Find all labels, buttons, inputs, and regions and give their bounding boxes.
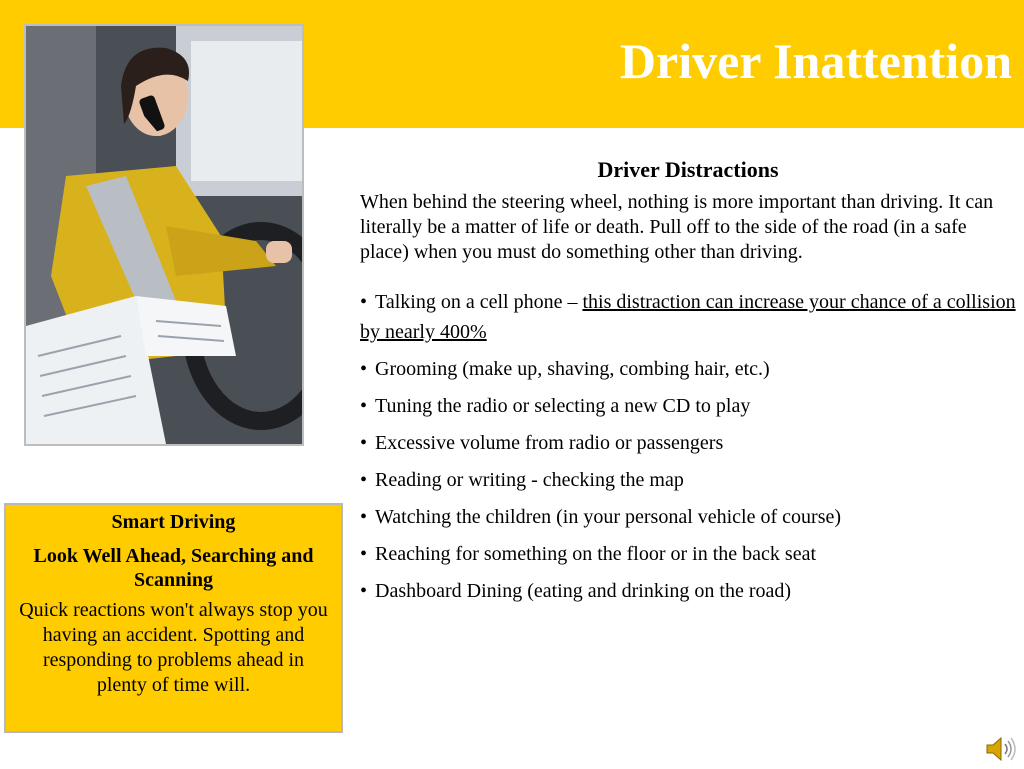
bullet-marker: • [360,358,368,380]
list-item [360,499,1016,536]
bullet-marker: • [360,291,368,313]
list-item [360,287,1016,347]
list-item-text: Reaching for something on the floor or in the back seat [375,543,817,565]
list-item [360,388,1016,425]
woman-driver-on-phone-image [26,26,302,444]
list-item-text: Reading or writing - checking the map [375,469,684,491]
smart-driving-subtitle: Look Well Ahead, Searching and Scanning [33,545,314,591]
section-heading: Driver Distractions [597,157,779,182]
slide-title: Driver Inattention [619,33,1012,89]
list-item [360,573,1016,610]
main-content [360,156,1016,610]
distraction-list [360,287,1016,610]
list-item [360,351,1016,388]
smart-driving-title: Smart Driving [111,511,236,533]
bullet-marker: • [360,395,368,417]
driver-photo [24,24,304,446]
bullet-marker: • [360,580,368,602]
list-item-text: Dashboard Dining (eating and drinking on the road) [375,580,792,602]
list-item [360,425,1016,462]
bullet-marker: • [360,469,368,491]
smart-driving-box [4,503,343,733]
bullet-marker: • [360,506,368,528]
speaker-icon[interactable] [984,734,1020,764]
list-item [360,462,1016,499]
bullet-marker: • [360,543,368,565]
intro-paragraph: When behind the steering wheel, nothing is more important than driving. It can literally be a matter of life or death. Pull off to the side of the road (in a safe place) when you must do something other than driving. [360,191,994,263]
bullet-marker: • [360,432,368,454]
list-item-text: Excessive volume from radio or passengers [375,432,724,454]
list-item [360,536,1016,573]
list-item-text: Grooming (make up, shaving, combing hair, etc.) [375,358,770,380]
smart-driving-body: Quick reactions won't always stop you having an accident. Spotting and responding to problems ahead in plenty of time will. [19,599,328,696]
list-item-text: Watching the children (in your personal vehicle of course) [375,506,842,528]
list-item-lead: Talking on a cell phone – [375,291,583,313]
list-item-underlined: this distraction can increase your chance of a collision by nearly 400% [360,291,1016,343]
list-item-text: Tuning the radio or selecting a new CD to play [375,395,751,417]
